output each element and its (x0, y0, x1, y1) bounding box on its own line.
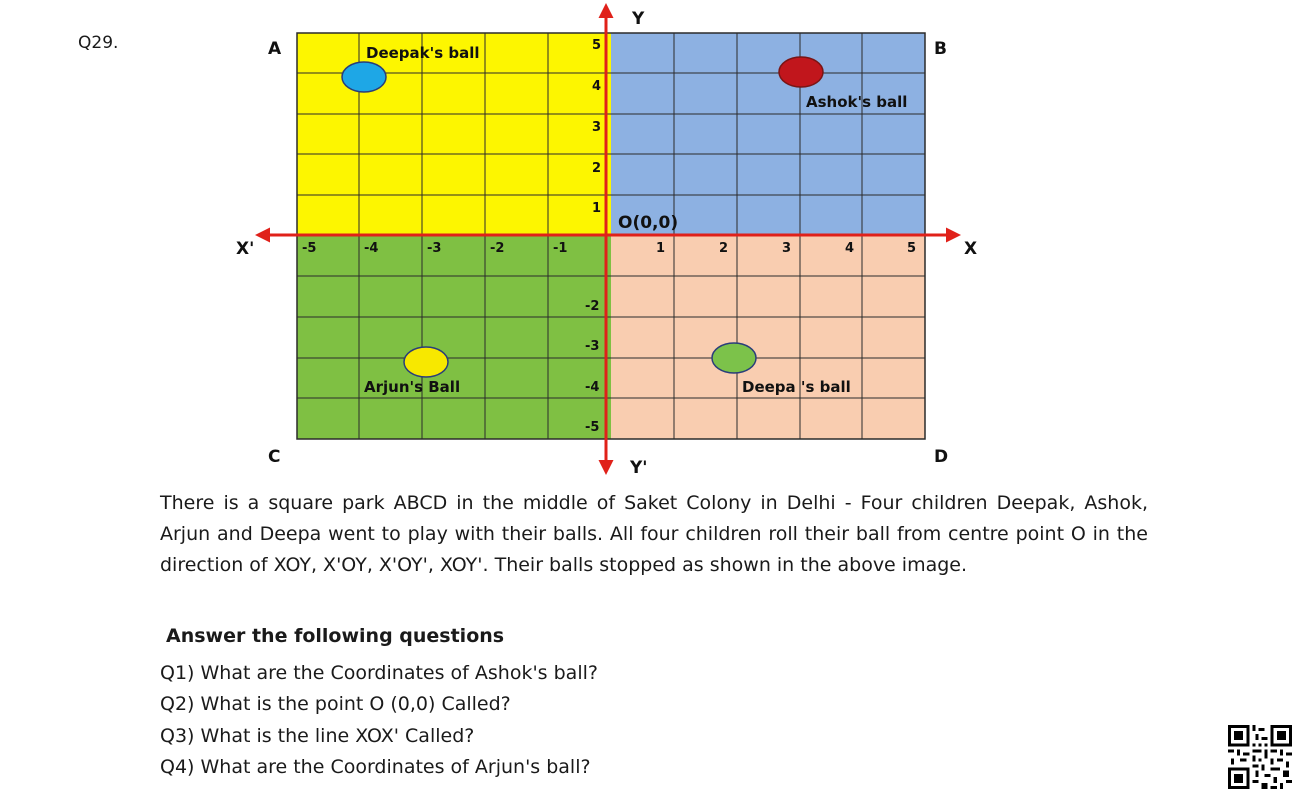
tick-x-neg-5: -5 (302, 241, 317, 256)
quadrant-3 (297, 235, 611, 439)
tick-x-5: 5 (907, 241, 917, 256)
tick-y-3: 3 (592, 120, 602, 135)
tick-y-5: 5 (592, 38, 602, 53)
quadrant-2 (297, 33, 611, 235)
corner-d-label: D (934, 447, 949, 467)
deepak-ball-label: Deepak's ball (366, 44, 480, 62)
question-1: Q1) What are the Coordinates of Ashok's ball? (160, 662, 598, 684)
tick-x-2: 2 (719, 241, 729, 256)
tick-y-2: 2 (592, 161, 602, 176)
quadrant-4 (611, 235, 925, 439)
tick-x-1: 1 (656, 241, 666, 256)
tick-x-neg-4: -4 (364, 241, 379, 256)
deepa-ball-label: Deepa 's ball (742, 378, 851, 396)
tick-x-neg-2: -2 (490, 241, 505, 256)
tick-y-neg-2: -2 (585, 299, 600, 314)
corner-c-label: C (268, 447, 281, 467)
qr-code-icon (1228, 724, 1292, 790)
tick-y-neg-3: -3 (585, 339, 600, 354)
tick-x-3: 3 (782, 241, 792, 256)
origin-label: O(0,0) (618, 213, 679, 233)
axis-y-label: Y (632, 9, 645, 29)
tick-y-neg-5: -5 (585, 420, 600, 435)
corner-b-label: B (934, 39, 947, 59)
ashok-ball-label: Ashok's ball (806, 93, 908, 111)
quadrant-1 (611, 33, 925, 235)
tick-x-neg-3: -3 (427, 241, 442, 256)
axis-y-prime-label: Y' (630, 458, 648, 478)
arjun-ball-label: Arjun's Ball (364, 378, 461, 396)
corner-a-label: A (268, 39, 282, 59)
question-2: Q2) What is the point O (0,0) Called? (160, 693, 511, 715)
question-4: Q4) What are the Coordinates of Arjun's ball? (160, 756, 591, 778)
axis-x-prime-label: X' (236, 239, 255, 259)
questions-heading: Answer the following questions (166, 625, 505, 647)
question-number: Q29. (78, 33, 119, 53)
problem-paragraph: There is a square park ABCD in the middle of Saket Colony in Delhi - Four children Deepak, Ashok, Arjun and Deepa went to play with their balls. All four children roll their ball from centre point O in the direction of XOY, X'OY, X'OY', XOY'. Their balls stopped as shown in the above image. (160, 492, 1148, 576)
deepak-ball (342, 62, 386, 92)
tick-x-neg-1: -1 (553, 241, 568, 256)
ashok-ball (779, 57, 823, 87)
tick-y-1: 1 (592, 201, 602, 216)
question-3: Q3) What is the line XOX' Called? (160, 725, 475, 747)
deepa-ball (712, 343, 756, 373)
tick-x-4: 4 (845, 241, 855, 256)
axis-x-label: X (964, 239, 978, 259)
tick-y-4: 4 (592, 79, 602, 94)
tick-y-neg-4: -4 (585, 380, 600, 395)
arjun-ball (404, 347, 448, 377)
